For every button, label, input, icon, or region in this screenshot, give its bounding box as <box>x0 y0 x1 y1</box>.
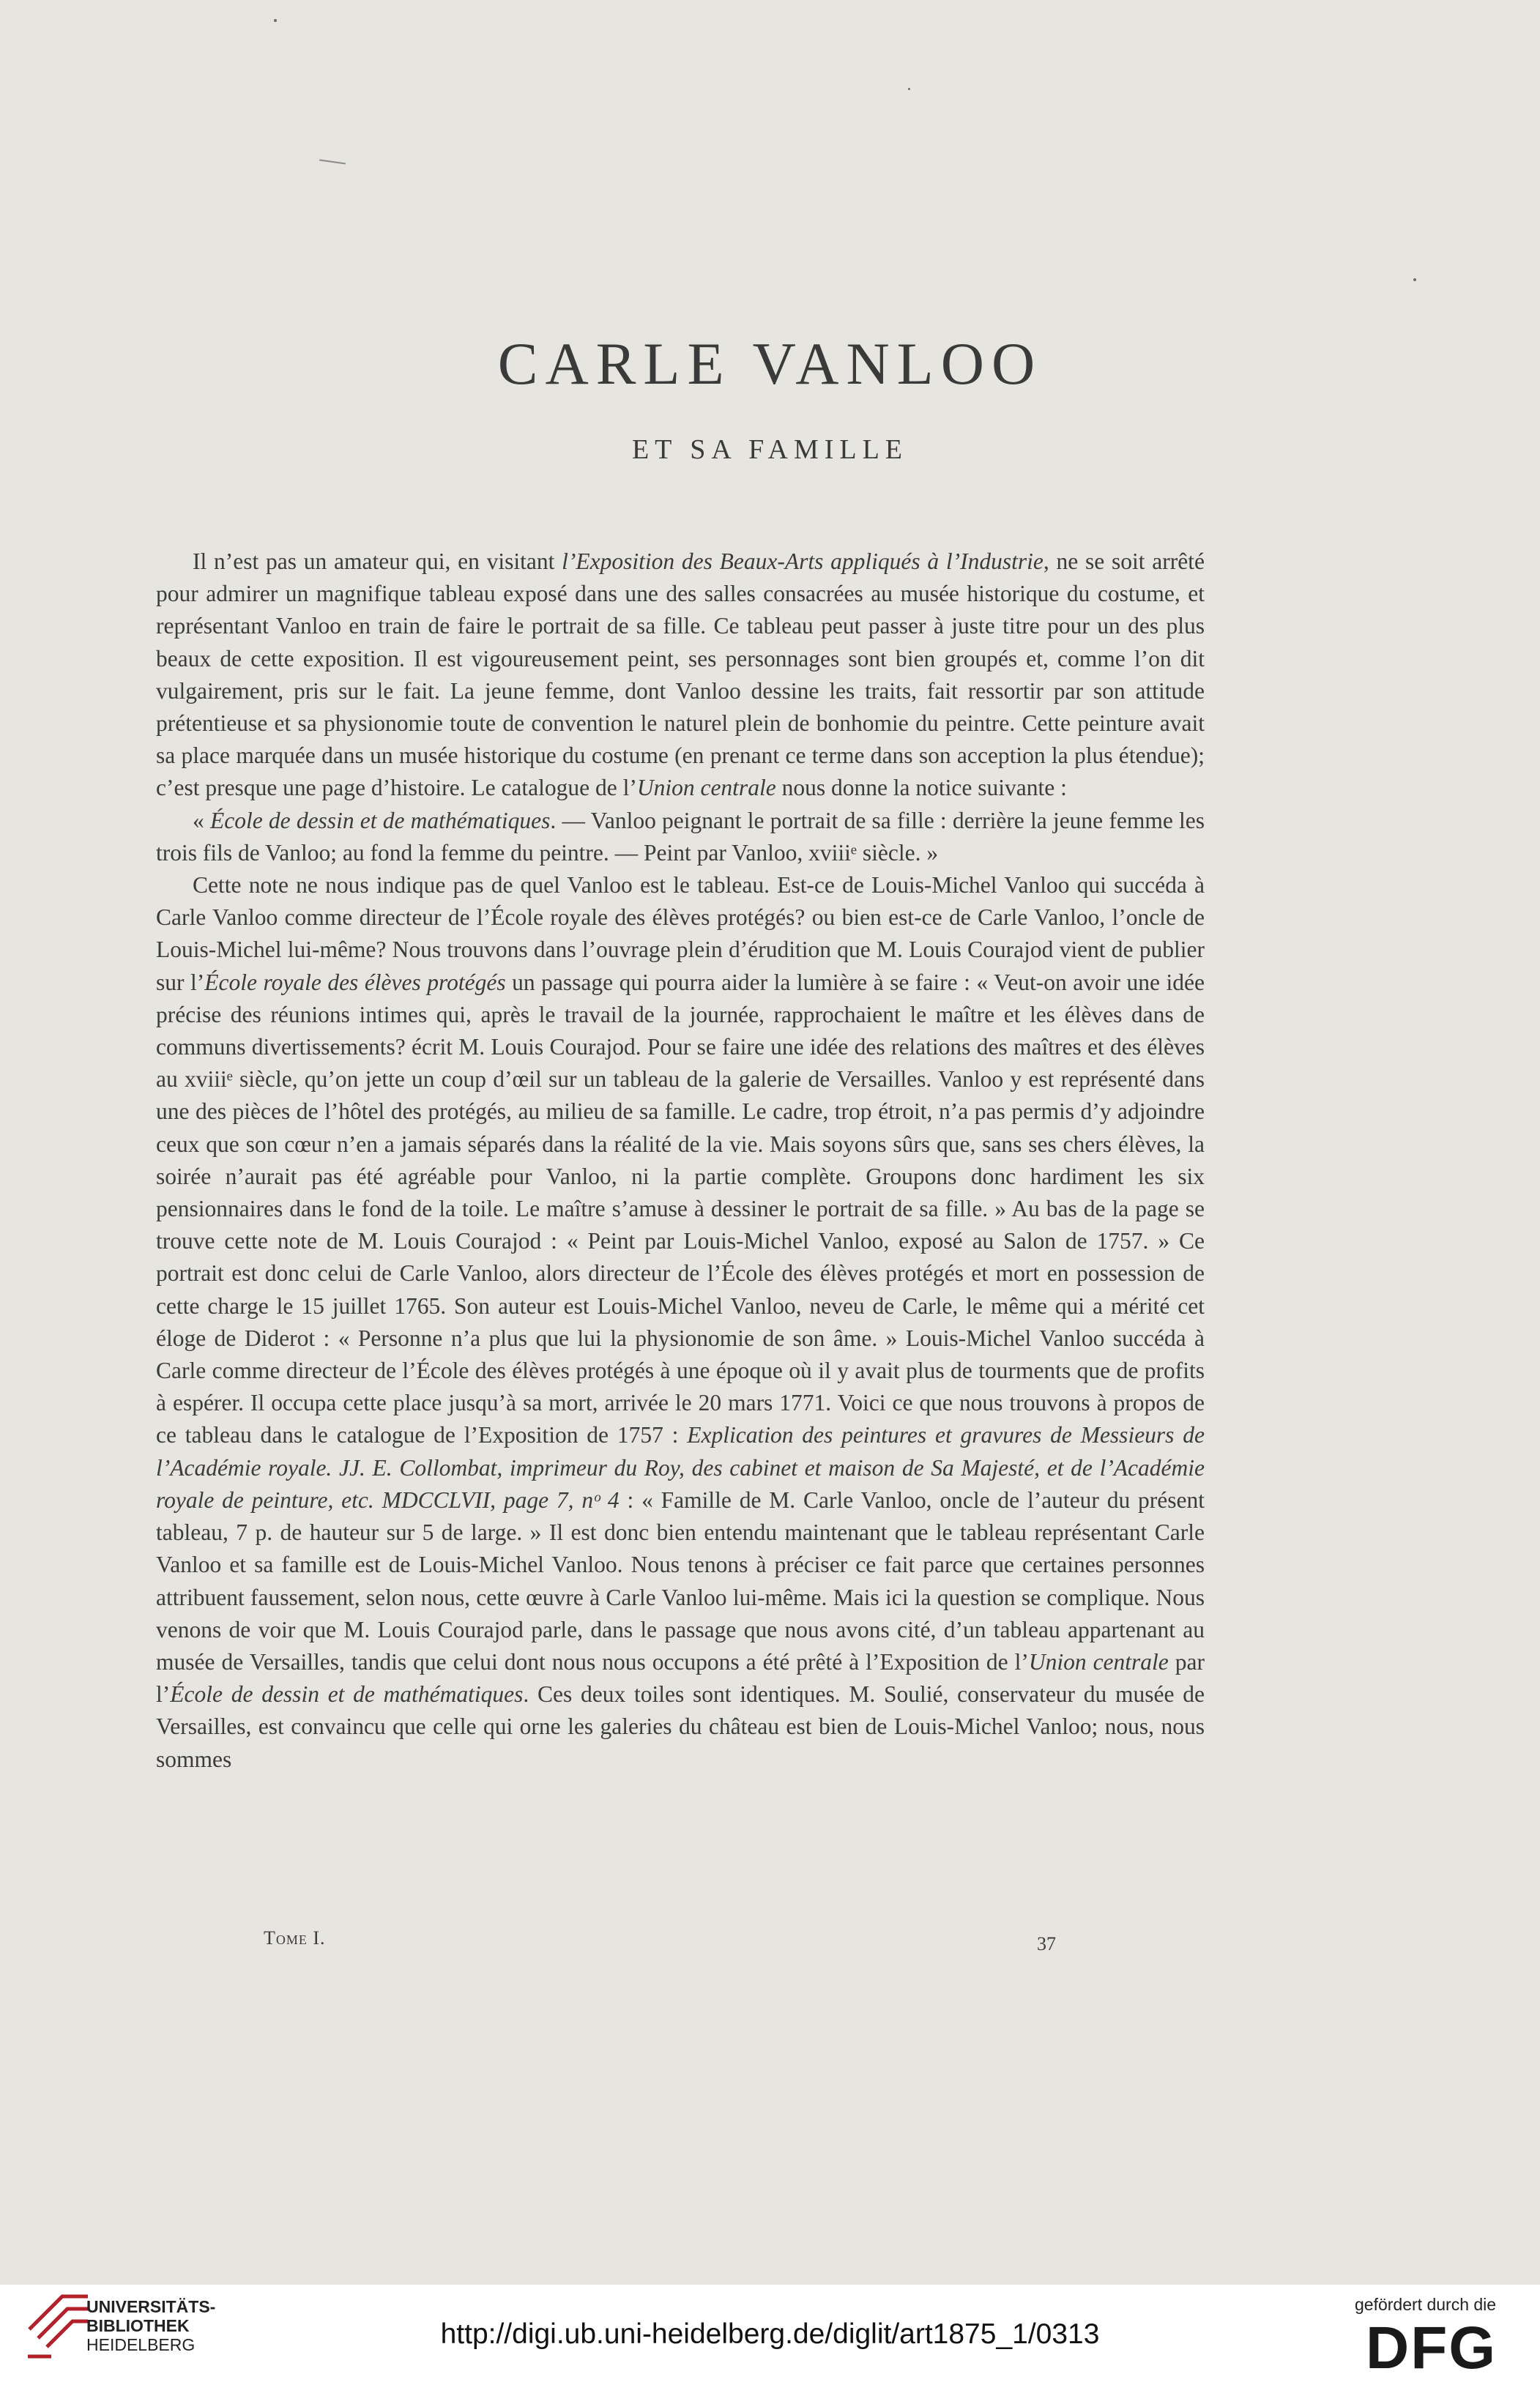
permalink-url[interactable]: http://digi.ub.uni-heidelberg.de/diglit/art1875_1/0313 <box>440 2318 1100 2350</box>
text-run: , ne se soit arrêté pour admirer un magnifique tableau exposé dans une des salles consacrées au musée historique du costume, et représentant Vanloo en train de faire le portrait de sa fille. Ce tableau peut passer à juste titre pour un des plus beaux de cette exposition. Il est vigoureusement peint, ses personnages sont bien groupés et, comme l’on dit vulgairement, pris sur le fait. La jeune femme, dont Vanloo dessine les traits, fait ressortir par son attitude prétentieuse et sa physionomie toute de convention le naturel plein de bonhomie du peintre. Cette peinture avait sa place marquée dans un musée historique du costume (en prenant ce terme dans son acception la plus étendue); c’est presque une page d’histoire. Le catalogue de l’ <box>156 548 1205 801</box>
text-run: par l’ <box>156 1648 1205 1708</box>
text-run: . Ces deux toiles sont identiques. M. Soulié, conservateur du musée de Versailles, est convaincu que celle qui orne les galeries du château est bien de Louis-Michel Vanloo; nous, nous sommes <box>156 1681 1205 1772</box>
italic-run: École de dessin et de mathématiques <box>170 1681 524 1708</box>
article-title: CARLE VANLOO <box>497 330 1043 397</box>
text-run: Cette note ne nous indique pas de quel Vanloo est le tableau. Est-ce de Louis-Michel Vanloo qui succéda à Carle Vanloo comme directeur de l’École royale des élèves protégés? ou bien est-ce de Carle Vanloo, l’oncle de Louis-Michel lui-même? Nous trouvons dans l’ouvrage plein d’érudition que M. Louis Courajod vient de publier sur l’ <box>156 872 1205 995</box>
text-run: . — Vanloo peignant le portrait de sa fille : derrière la jeune femme les trois fils de Vanloo; au fond la femme du peintre. — Peint par Vanloo, xviiiᵉ siècle. » <box>156 807 1205 866</box>
dfg-logo: DFG <box>1366 2315 1498 2381</box>
library-name-line: UNIVERSITÄTS- <box>86 2297 216 2316</box>
text-run: nous donne la notice suivante : <box>775 775 1067 801</box>
library-name-line: HEIDELBERG <box>86 2335 196 2354</box>
italic-run: Explication des peintures et gravures de Messieurs de l’Académie royale. JJ. E. Collombat, imprimeur du Roy, des cabinet et maison de Sa Majesté, et de l’Académie royale de peinture, etc. MDCCLVII, page 7, nᵒ 4 <box>156 1422 1205 1513</box>
paper-speck <box>1413 278 1416 281</box>
italic-run: Union centrale <box>636 775 776 801</box>
italic-run: École royale des élèves protégés <box>204 969 506 995</box>
italic-run: l’Exposition des Beaux-Arts appliqués à l’Industrie <box>562 548 1044 574</box>
italic-run: École de dessin et de mathématiques <box>209 807 551 833</box>
article-subtitle: ET SA FAMILLE <box>631 434 909 465</box>
paper-speck <box>274 19 277 22</box>
text-run: un passage qui pourra aider la lumière à se faire : « Veut-on avoir une idée précise des réunions intimes qui, après le travail de la journée, rapprochaient le maître et les élèves dans de communs divertissements? écrit M. Louis Courajod. Pour se faire une idée des relations des maîtres et des élèves au xviiiᵉ siècle, qu’on jette un coup d’œil sur un tableau de la galerie de Versailles. Vanloo y est représenté dans une des pièces de l’hôtel des protégés, au milieu de sa famille. Le cadre, trop étroit, n’a pas permis d’y adjoindre ceux que son cœur n’en a jamais séparés dans la réalité de la vie. Mais soyons sûrs que, sans ses chers élèves, la soirée n’aurait pas été agréable pour Vanloo, ni la partie complète. Groupons donc hardiment les six pensionnaires dans le fond de la toile. Le maître s’amuse à dessiner le portrait de sa fille. » Au bas de la page se trouve cette note de M. Louis Courajod : « Peint par Louis-Michel Vanloo, exposé au Salon de 1757. » Ce portrait est donc celui de Carle Vanloo, alors directeur de l’École des élèves protégés et mort en possession de cette charge le 15 juillet 1765. Son auteur est Louis-Michel Vanloo, neveu de Carle, le même qui a mérité cet éloge de Diderot : « Personne n’a plus que lui la physionomie de son âme. » Louis-Michel Vanloo succéda à Carle comme directeur de l’École des élèves protégés à une époque où il y avait plus de tourments que de profits à espérer. Il occupa cette place jusqu’à sa mort, arrivée le 20 mars 1771. Voici ce que nous trouvons à propos de ce tableau dans le catalogue de l’Exposition de 1757 : <box>156 969 1205 1448</box>
paragraph-1 <box>156 546 1205 805</box>
text-run: « <box>193 807 210 833</box>
paragraph-2-quote <box>156 805 1205 869</box>
page-number: 37 <box>1037 1933 1056 1954</box>
text-run: : « Famille de M. Carle Vanloo, oncle de l’auteur du présent tableau, 7 p. de hauteur sur 5 de large. » Il est donc bien entendu maintenant que le tableau représentant Carle Vanloo et sa famille est de Louis-Michel Vanloo. Nous tenons à préciser ce fait parce que certaines personnes attribuent faussement, selon nous, cette œuvre à Carle Vanloo lui-même. Mais ici la question se complique. Nous venons de voir que M. Louis Courajod parle, dans le passage que nous avons cité, d’un tableau appartenant au musée de Versailles, tandis que celui dont nous nous occupons a été prêté à l’Exposition de l’ <box>156 1487 1205 1675</box>
paragraph-3 <box>156 869 1205 1776</box>
article-body <box>156 546 1205 1776</box>
digitization-footer <box>0 2285 1540 2385</box>
paper-mark <box>319 160 346 165</box>
italic-run: Union centrale <box>1028 1648 1169 1675</box>
volume-label: Tome I. <box>264 1927 326 1949</box>
funded-by-label: gefördert durch die <box>1355 2295 1497 2314</box>
library-name-line: BIBLIOTHEK <box>86 2316 190 2335</box>
paper-speck <box>908 88 910 90</box>
text-run: Il n’est pas un amateur qui, en visitant <box>193 548 562 574</box>
